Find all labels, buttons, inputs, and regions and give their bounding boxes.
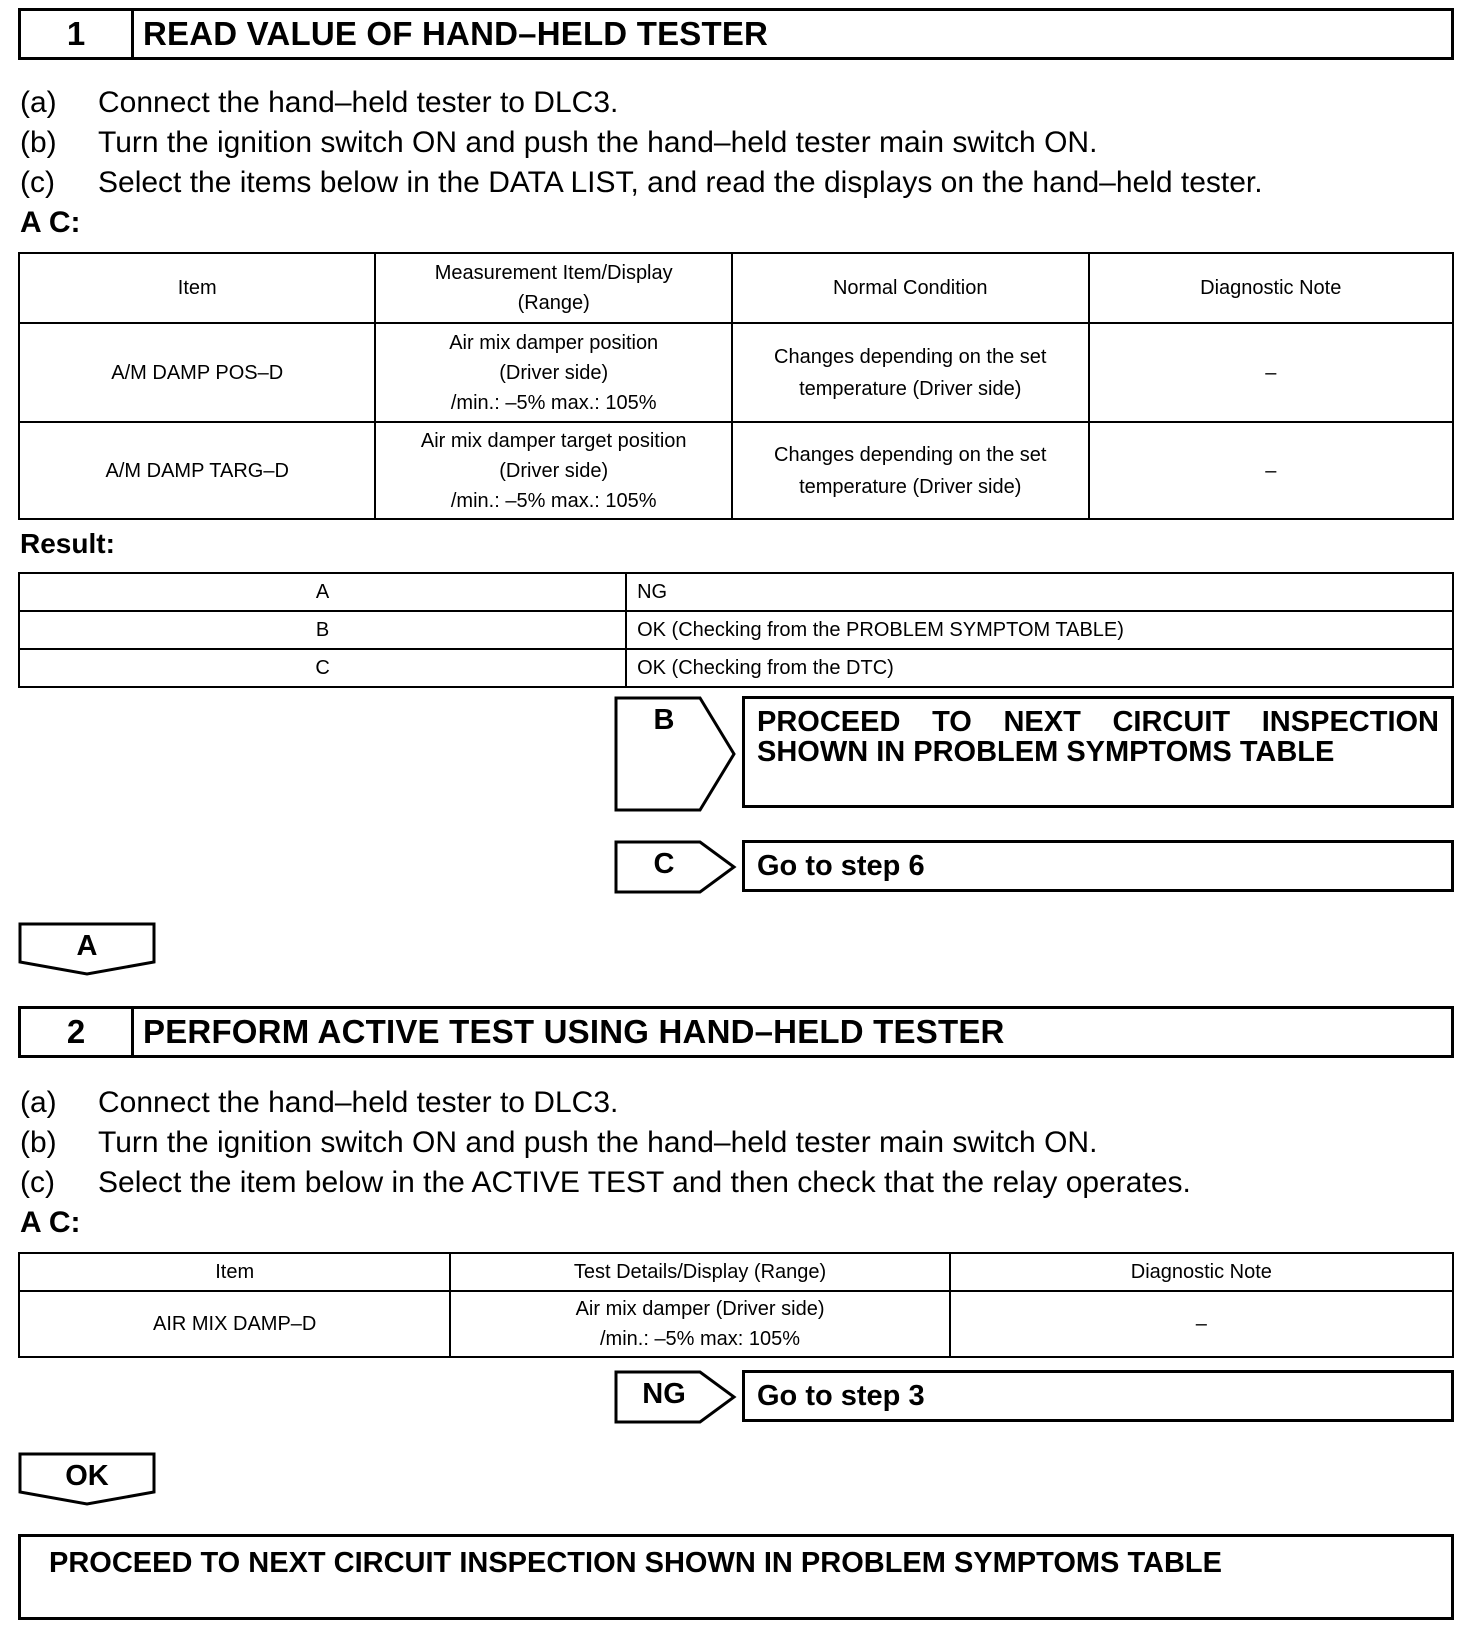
- instruction-label: (b): [20, 1126, 57, 1159]
- table-row: [19, 611, 1453, 649]
- branch-ng-label: NG: [642, 1378, 686, 1410]
- result-code: B: [19, 611, 626, 649]
- branch-c-label: C: [653, 848, 675, 880]
- step1-instruction-c: [20, 166, 1263, 200]
- table-row: [19, 649, 1453, 687]
- cell-diagnostic-note: –: [950, 1291, 1453, 1357]
- final-proceed-box: PROCEED TO NEXT CIRCUIT INSPECTION SHOWN IN PROBLEM SYMPTOMS TABLE: [18, 1534, 1454, 1620]
- step1-header: [18, 8, 1454, 60]
- step1-ac-label: A C:: [20, 206, 81, 239]
- branch-b-destination: [742, 696, 1454, 808]
- result-text: OK (Checking from the PROBLEM SYMPTOM TABLE): [626, 611, 1453, 649]
- result-code: A: [19, 573, 626, 611]
- justify-words: PROCEED TO NEXT CIRCUIT INSPECTION: [757, 706, 1439, 738]
- table-header-row: [19, 253, 1453, 323]
- branch-b-line2: SHOWN IN PROBLEM SYMPTOMS TABLE: [757, 736, 1335, 768]
- instruction-text: Turn the ignition switch ON and push the hand–held tester main switch ON.: [98, 1126, 1098, 1159]
- cell-item: AIR MIX DAMP–D: [19, 1291, 450, 1357]
- instruction-label: (a): [20, 86, 57, 119]
- step1-instruction-b: [20, 126, 1097, 160]
- step2-header: [18, 1006, 1454, 1058]
- instruction-label: (c): [20, 1166, 55, 1199]
- instruction-text: Select the item below in the ACTIVE TEST and then check that the relay operates.: [98, 1166, 1191, 1199]
- table-row: [19, 323, 1453, 422]
- step2-instruction-a: [20, 1086, 618, 1120]
- instruction-text: Connect the hand–held tester to DLC3.: [98, 86, 619, 119]
- table-header-row: [19, 1253, 1453, 1291]
- instruction-label: (a): [20, 1086, 57, 1119]
- step2-instruction-b: [20, 1126, 1097, 1160]
- header-test-details: Test Details/Display (Range): [450, 1253, 949, 1291]
- cell-normal-condition: Changes depending on the set temperature (Driver side): [732, 422, 1089, 519]
- branch-b-label: B: [653, 704, 675, 736]
- result-label: Result:: [20, 528, 115, 559]
- instruction-label: (c): [20, 166, 55, 199]
- cell-test-details: Air mix damper (Driver side) /min.: –5% max: 105%: [450, 1291, 949, 1357]
- result-code: C: [19, 649, 626, 687]
- cell-measurement: Air mix damper target position (Driver side) /min.: –5% max.: 105%: [375, 422, 732, 519]
- step1-number: 1: [21, 11, 134, 57]
- step1-data-list-table: [18, 252, 1454, 520]
- branch-ng-destination: Go to step 3: [742, 1370, 1454, 1422]
- step2-ac-label: A C:: [20, 1206, 81, 1239]
- instruction-label: (b): [20, 126, 57, 159]
- table-row: [19, 422, 1453, 519]
- step1-title: READ VALUE OF HAND–HELD TESTER: [143, 15, 769, 52]
- header-item: Item: [19, 1253, 450, 1291]
- step2-title: PERFORM ACTIVE TEST USING HAND–HELD TESTER: [143, 1013, 1005, 1050]
- instruction-text: Select the items below in the DATA LIST, and read the displays on the hand–held tester.: [98, 166, 1263, 199]
- table-row: [19, 1291, 1453, 1357]
- instruction-text: Connect the hand–held tester to DLC3.: [98, 1086, 619, 1119]
- step2-instruction-c: [20, 1166, 1191, 1200]
- cell-item: A/M DAMP POS–D: [19, 323, 375, 422]
- branch-b-line1: [757, 707, 1439, 737]
- result-table: [18, 572, 1454, 688]
- instruction-text: Turn the ignition switch ON and push the hand–held tester main switch ON.: [98, 126, 1098, 159]
- cell-item: A/M DAMP TARG–D: [19, 422, 375, 519]
- branch-c-destination: Go to step 6: [742, 840, 1454, 892]
- continue-ok-label: OK: [65, 1460, 109, 1492]
- header-diagnostic-note: Diagnostic Note: [950, 1253, 1453, 1291]
- header-measurement: Measurement Item/Display (Range): [375, 253, 732, 323]
- cell-normal-condition: Changes depending on the set temperature (Driver side): [732, 323, 1089, 422]
- step2-number: 2: [21, 1009, 134, 1055]
- header-item: Item: [19, 253, 375, 323]
- continue-a-label: A: [76, 930, 98, 962]
- cell-diagnostic-note: –: [1089, 323, 1454, 422]
- cell-diagnostic-note: –: [1089, 422, 1454, 519]
- result-text: OK (Checking from the DTC): [626, 649, 1453, 687]
- result-text: NG: [626, 573, 1453, 611]
- table-row: [19, 573, 1453, 611]
- header-diagnostic-note: Diagnostic Note: [1089, 253, 1454, 323]
- header-normal-condition: Normal Condition: [732, 253, 1089, 323]
- cell-measurement: Air mix damper position (Driver side) /min.: –5% max.: 105%: [375, 323, 732, 422]
- step2-active-test-table: [18, 1252, 1454, 1358]
- step1-instruction-a: [20, 86, 618, 120]
